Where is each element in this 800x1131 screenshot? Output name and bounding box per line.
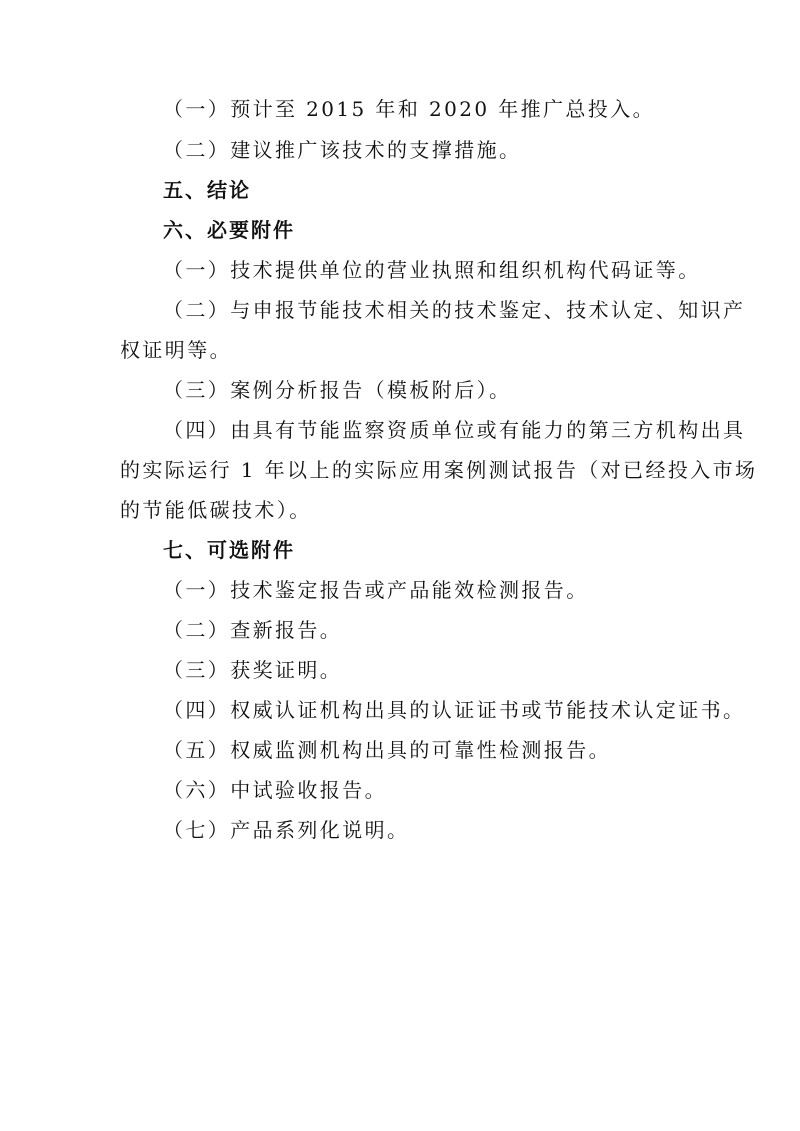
section-heading-optional-attachments: 七、可选附件 xyxy=(163,538,295,562)
item-support-measures: （二）建议推广该技术的支撑措施。 xyxy=(163,138,522,162)
required-item-2: （二）与申报节能技术相关的技术鉴定、技术认定、知识产 xyxy=(163,298,746,322)
required-item-4-continued-2: 的节能低碳技术）。 xyxy=(120,498,312,522)
optional-item-3: （三）获奖证明。 xyxy=(163,658,343,682)
required-item-4-continued-1: 的实际运行 1 年以上的实际应用案例测试报告（对已经投入市场 xyxy=(120,458,758,482)
optional-item-5: （五）权威监测机构出具的可靠性检测报告。 xyxy=(163,738,611,762)
required-item-2-continued: 权证明等。 xyxy=(120,338,232,362)
required-item-4: （四）由具有节能监察资质单位或有能力的第三方机构出具 xyxy=(163,418,746,442)
required-item-3: （三）案例分析报告（模板附后）。 xyxy=(163,378,512,402)
item-2015-2020-investment: （一）预计至 2015 年和 2020 年推广总投入。 xyxy=(163,97,656,121)
section-heading-conclusion: 五、结论 xyxy=(163,178,251,202)
required-item-1: （一）技术提供单位的营业执照和组织机构代码证等。 xyxy=(163,258,701,282)
section-heading-required-attachments: 六、必要附件 xyxy=(163,218,295,242)
optional-item-7: （七）产品系列化说明。 xyxy=(163,818,410,842)
optional-item-2: （二）查新报告。 xyxy=(163,618,343,642)
optional-item-4: （四）权威认证机构出具的认证证书或节能技术认定证书。 xyxy=(163,698,746,722)
optional-item-1: （一）技术鉴定报告或产品能效检测报告。 xyxy=(163,578,589,602)
optional-item-6: （六）中试验收报告。 xyxy=(163,778,387,802)
